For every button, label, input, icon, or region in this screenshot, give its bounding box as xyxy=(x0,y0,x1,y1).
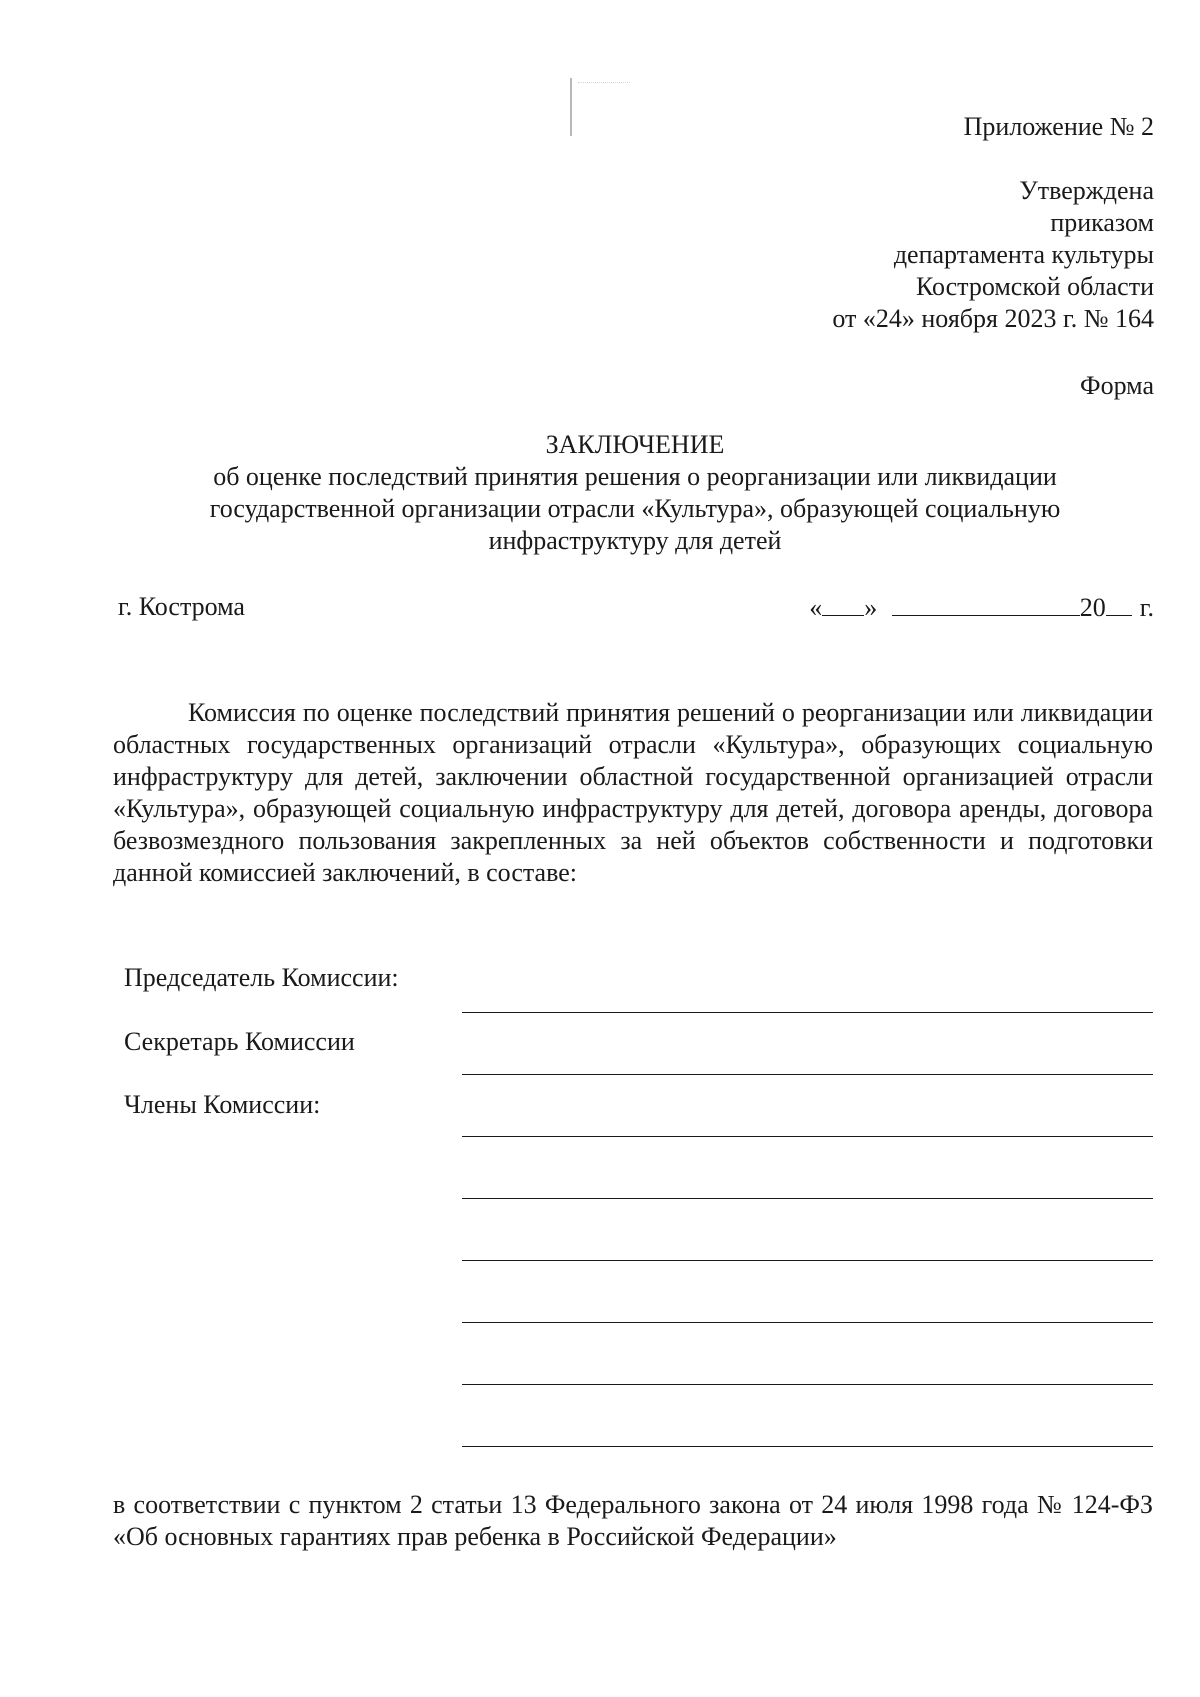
year-prefix: 20 xyxy=(1079,593,1106,622)
date-close-quote: » xyxy=(864,593,878,622)
member-signature-line[interactable] xyxy=(462,1446,1153,1447)
year-blank[interactable] xyxy=(1106,591,1132,616)
approval-line: Утверждена xyxy=(1019,176,1154,205)
approval-block xyxy=(832,175,1154,335)
chair-label: Председатель Комиссии: xyxy=(124,963,399,992)
scan-artifact xyxy=(570,78,572,136)
approval-line: департамента культуры xyxy=(893,240,1154,269)
member-signature-line[interactable] xyxy=(462,1136,1153,1137)
appendix-number: Приложение № 2 xyxy=(963,112,1154,141)
year-suffix: г. xyxy=(1139,593,1154,622)
title-main: ЗАКЛЮЧЕНИЕ xyxy=(545,430,725,459)
form-label: Форма xyxy=(1080,371,1154,400)
approval-line: Костромской области xyxy=(915,272,1154,301)
secretary-label: Секретарь Комиссии xyxy=(124,1027,355,1056)
month-blank[interactable] xyxy=(892,591,1080,616)
approval-line: от «24» ноября 2023 г. № 164 xyxy=(832,304,1154,333)
member-signature-line[interactable] xyxy=(462,1260,1153,1261)
title-line: об оценке последствий принятия решения о реорганизации или ликвидации xyxy=(213,462,1057,491)
commission-paragraph: Комиссия по оценке последствий принятия решений о реорганизации или ликвидации областных государственных организаций отрасли «Культура», образующих социальную инфраструктуру для детей, заключении областной государственной организацией отрасли «Культура», образующей социальную инфраструктуру для детей, договора аренды, договора безвозмездного пользования закрепленных за ней объектов собственности и подготовки данной комиссией заключений, в составе: xyxy=(113,698,1153,887)
title-line: государственной организации отрасли «Культура», образующей социальную xyxy=(209,494,1061,523)
member-signature-line[interactable] xyxy=(462,1322,1153,1323)
date-field xyxy=(809,591,1154,624)
scan-artifact-dots xyxy=(578,82,630,97)
city-name: г. Кострома xyxy=(118,592,245,621)
member-signature-line[interactable] xyxy=(462,1384,1153,1385)
member-signature-line[interactable] xyxy=(462,1198,1153,1199)
day-blank[interactable] xyxy=(822,591,864,616)
title-line: инфраструктуру для детей xyxy=(488,526,782,555)
document-title xyxy=(110,429,1160,557)
secretary-signature-line[interactable] xyxy=(462,1074,1153,1075)
members-label: Члены Комиссии: xyxy=(124,1090,321,1119)
approval-line: приказом xyxy=(1050,208,1154,237)
legal-basis-paragraph: в соответствии с пунктом 2 статьи 13 Федерального закона от 24 июля 1998 года № 124-ФЗ «Об основных гарантиях прав ребенка в Российской Федерации» xyxy=(113,1490,1153,1551)
chair-signature-line[interactable] xyxy=(462,1012,1153,1013)
date-open-quote: « xyxy=(809,593,823,622)
